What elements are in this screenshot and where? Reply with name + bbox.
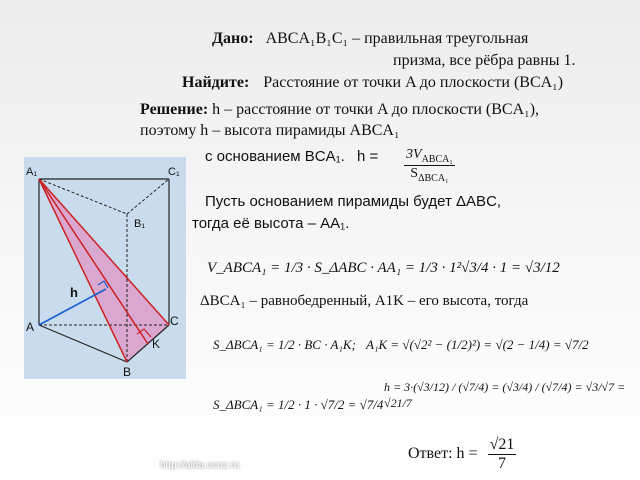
answer-block xyxy=(408,436,516,472)
solution-text1: h – расстояние от точки A до плоскости (BCA₁), xyxy=(212,101,540,118)
area-value-formula: S_ΔBCA₁ = 1/2 · 1 · √7/2 = √7/4 xyxy=(213,397,384,412)
label-c: C xyxy=(170,314,179,328)
given-label: Дано: xyxy=(212,30,254,47)
solution-h-eq: h = xyxy=(357,148,379,165)
h-frac-den: S xyxy=(410,165,419,181)
label-c1: C₁ xyxy=(168,166,180,178)
solution-line1 xyxy=(140,101,539,119)
given-text-line2: призма, все рёбра равны 1. xyxy=(393,52,576,69)
solution-line3 xyxy=(205,148,378,165)
find-text: Расстояние от точки A до плоскости (BCA₁) xyxy=(263,74,564,91)
edge-b1c1 xyxy=(127,179,169,214)
answer-label: Ответ: h = xyxy=(408,444,478,462)
label-a1: A₁ xyxy=(26,166,38,178)
label-k: K xyxy=(152,337,161,351)
h-fraction xyxy=(404,147,455,184)
h-frac-den-sub: ΔBCA₁ xyxy=(418,172,449,184)
solution-label: Решение: xyxy=(140,101,209,118)
solution-line4: Пусть основанием пирамиды будет ΔABC, xyxy=(205,193,502,210)
a1k-formula: A₁K = √(√2² − (1/2)²) = √(2 − 1/4) = √7/2 xyxy=(366,337,589,352)
given-block xyxy=(212,30,528,48)
figure-panel xyxy=(24,157,186,379)
solution-text3: с основанием BCA₁. xyxy=(205,148,345,165)
solution-line5: тогда её высота – AA₁. xyxy=(192,215,350,232)
isosceles-line: ΔBCA₁ – равнобедренный, A1K – его высота, тогда xyxy=(200,293,529,309)
volume-formula: V_ABCA₁ = 1/3 · S_ΔABC · AA₁ = 1/3 · 1²√3/4 · 1 = √3/12 xyxy=(207,260,560,276)
answer-num: √21 xyxy=(489,436,515,453)
segment-a1k xyxy=(39,179,148,344)
find-block xyxy=(182,74,563,92)
h-value-formula: h = 3·(√3/12) / (√7/4) = (√3/4) / (√7/4) = √3/√7 = √21/7 xyxy=(384,380,626,410)
answer-den: 7 xyxy=(497,454,506,472)
h-frac-num-sub: ABCA₁ xyxy=(421,153,453,165)
label-b: B xyxy=(123,365,132,379)
given-text-line1: ABCA₁B₁C₁ – правильная треугольная xyxy=(265,30,529,47)
prism-figure xyxy=(24,157,186,379)
watermark: http://alda.ucoz.ru xyxy=(160,460,240,471)
label-a: A xyxy=(26,320,35,334)
h-frac-num: 3V xyxy=(406,147,422,162)
label-b1: B₁ xyxy=(134,218,146,230)
solution-line2: поэтому h – высота пирамиды ABCA₁ xyxy=(140,122,400,139)
find-label: Найдите: xyxy=(182,74,250,91)
label-h: h xyxy=(70,285,78,300)
area-def-formula: S_ΔBCA₁ = 1/2 · BC · A₁K; xyxy=(213,337,356,352)
